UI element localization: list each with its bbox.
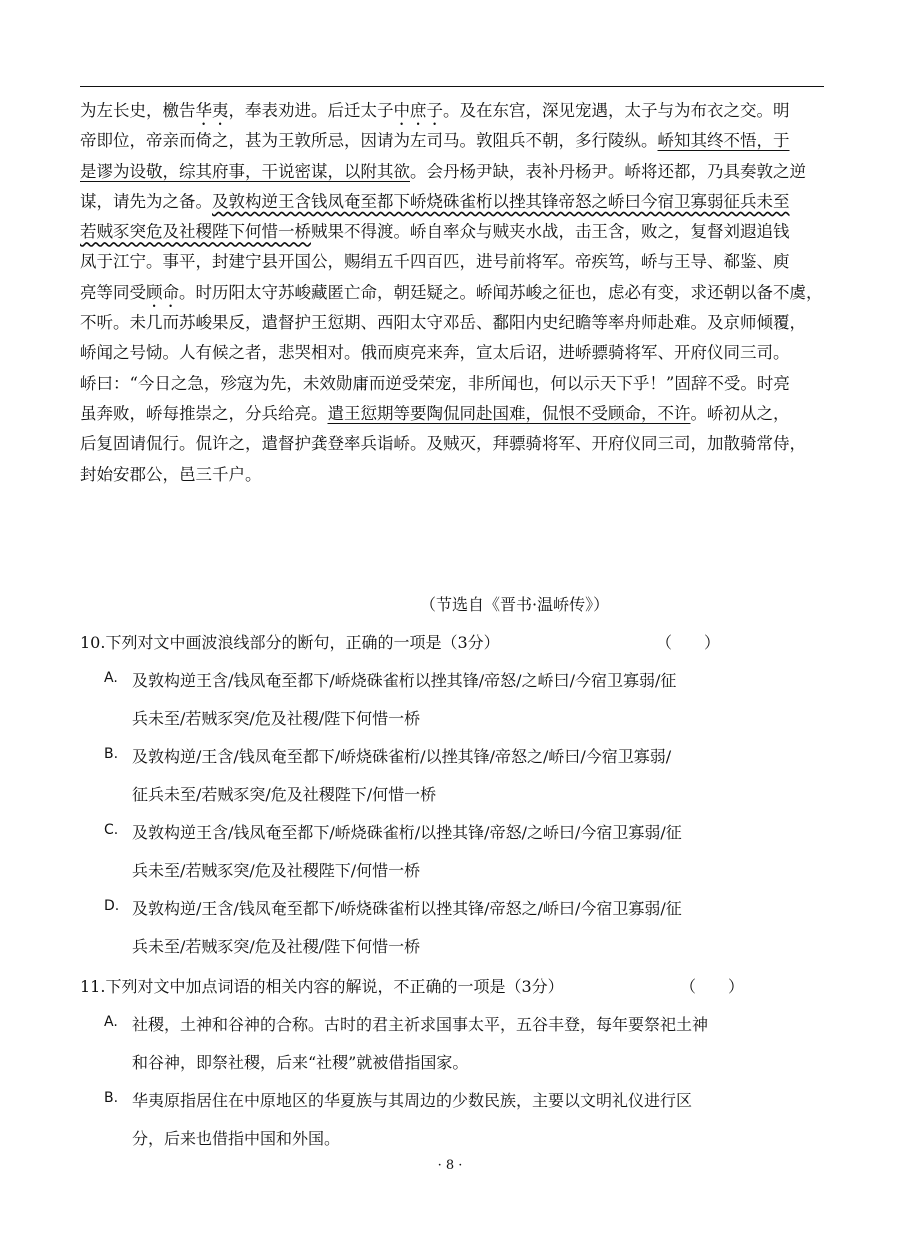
passage-line bbox=[80, 187, 825, 217]
passage-line: 凤于江宁。事平，封建宁县开国公，赐绢五千四百匹，进号前将军。帝疾笃，峤与王导、郗鉴、庾 bbox=[80, 252, 790, 272]
passage-line: 峤曰：“今日之急，殄寇为先，未效勋庸而逆受荣宠，非所闻也，何以示天下乎！”固辞不受。时亮 bbox=[80, 373, 790, 393]
question-11-title: 11.下列对文中加点词语的相关内容的解说，不正确的一项是（3分） bbox=[80, 977, 564, 996]
passage-line bbox=[80, 399, 825, 429]
underlined-text: 遣王愆期等要陶侃同赴国难，侃恨不受顾命，不许 bbox=[327, 403, 691, 423]
passage-source: （节选自《晋书·温峤传》） bbox=[420, 595, 610, 614]
passage-line: 后复固请侃行。侃许之，遣督护龚登率兵诣峤。及贼灭，拜骠骑将军、开府仪同三司，加散骑常侍， bbox=[80, 434, 806, 454]
answer-blank: （ ） bbox=[680, 977, 745, 996]
passage-line bbox=[80, 96, 825, 126]
passage-line bbox=[80, 278, 825, 308]
underlined-text: 是谬为设敬，综其府事，干说密谋，以附其欲 bbox=[80, 161, 410, 181]
option-text: 和谷神，即祭社稷，后来“社稷”就被借指国家。 bbox=[132, 1053, 469, 1072]
text-span: 谋，请先为之备。 bbox=[80, 191, 212, 211]
text-span: 。时历阳太守苏峻藏匿亡命，朝廷疑之。峤闻苏峻之征也，虑必有变，求还朝以备不虞， bbox=[179, 282, 823, 302]
option-text: 分，后来也借指中国和外国。 bbox=[132, 1129, 341, 1148]
text-span: 。会丹杨尹缺，表补丹杨尹。峤将还都，乃具奏敦之逆 bbox=[410, 161, 806, 181]
option-text: 兵未至/若贼豕突/危及社稷/陛下何惜一桥 bbox=[132, 937, 421, 956]
dotted-term: 中庶子 bbox=[393, 101, 443, 120]
option-text: 华夷原指居住在中原地区的华夏族与其周边的少数民族，主要以文明礼仪进行区 bbox=[132, 1091, 693, 1110]
answer-blank: （ ） bbox=[656, 633, 721, 652]
option-text: 及敦构逆王含/钱凤奄至都下/峤烧硃雀桁/以挫其锋/帝怒/之峤曰/今宿卫寡弱/征 bbox=[132, 823, 682, 842]
option-text: 兵未至/若贼豕突/危及社稷陛下/何惜一桥 bbox=[132, 861, 421, 880]
passage-line bbox=[80, 217, 825, 247]
option-text: 兵未至/若贼豕突/危及社稷/陛下何惜一桥 bbox=[132, 709, 421, 728]
text-span: ，奉表劝进。后迁太子 bbox=[228, 101, 394, 120]
passage-line: 封始安郡公，邑三千户。 bbox=[80, 464, 262, 484]
dotted-term: 顾命 bbox=[146, 282, 179, 302]
text-span: 虽奔败，峤每推崇之，分兵给亮。 bbox=[80, 403, 328, 423]
option-label: D. bbox=[104, 898, 120, 914]
dotted-term: 华夷 bbox=[195, 101, 229, 120]
option-text: 及敦构逆/王含/钱凤奄至都下/峤烧硃雀桁以挫其锋/帝怒之/峤曰/今宿卫寡弱/征 bbox=[132, 899, 682, 918]
passage-line: 峤闻之号恸。人有候之者，悲哭相对。俄而庾亮来奔，宣太后诏，进峤骠骑将军、开府仪同三司。 bbox=[80, 343, 790, 363]
option-text: 及敦构逆/王含/钱凤奄至都下/峤烧硃雀桁/以挫其锋/帝怒之/峤曰/今宿卫寡弱/ bbox=[132, 747, 672, 766]
option-text: 征兵未至/若贼豕突/危及社稷陛下/何惜一桥 bbox=[132, 785, 437, 804]
text-span: 亮等同受 bbox=[80, 282, 146, 302]
wavy-underlined-text: 及敦构逆王含钱凤奄至都下峤烧硃雀桁以挫其锋帝怒之峤曰今宿卫寡弱征兵未至 bbox=[212, 191, 790, 211]
option-label: C. bbox=[104, 822, 119, 838]
text-span: 贼果不得渡。峤自率众与贼夹水战，击王含，败之，复督刘遐追钱 bbox=[311, 222, 790, 242]
option-label: A. bbox=[104, 670, 118, 686]
text-span: 为左长史，檄告 bbox=[80, 101, 196, 120]
page-number: · 8 · bbox=[437, 1158, 463, 1173]
passage bbox=[80, 96, 825, 490]
underlined-text: 峤知其终不悟，于 bbox=[657, 131, 790, 151]
option-label: B. bbox=[104, 746, 119, 762]
passage-line bbox=[80, 126, 825, 156]
option-label: B. bbox=[104, 1090, 119, 1106]
option-text: 社稷，土神和谷神的合称。古时的君主祈求国事太平，五谷丰登，每年要祭祀土神 bbox=[132, 1015, 709, 1034]
top-rule bbox=[80, 86, 824, 87]
wavy-underlined-text: 若贼豕突危及社稷陛下何惜一桥 bbox=[80, 222, 311, 242]
text-span: 。及在东宫，深见宠遇，太子与为布衣之交。明 bbox=[443, 101, 790, 120]
text-span: 帝即位，帝亲而倚之，甚为王敦所忌，因请为左司马。敦阻兵不朝，多行陵纵。 bbox=[80, 131, 658, 151]
text-span: 。峤初从之， bbox=[690, 403, 790, 423]
option-label: A. bbox=[104, 1014, 118, 1030]
passage-line: 不听。未几而苏峻果反，遣督护王愆期、西阳太守邓岳、鄱阳内史纪瞻等率舟师赴难。及京师倾覆， bbox=[80, 313, 806, 333]
option-text: 及敦构逆王含/钱凤奄至都下/峤烧硃雀桁以挫其锋/帝怒/之峤曰/今宿卫寡弱/征 bbox=[132, 671, 677, 690]
question-10-title: 10.下列对文中画波浪线部分的断句，正确的一项是（3分） bbox=[80, 633, 500, 652]
passage-line bbox=[80, 157, 825, 187]
